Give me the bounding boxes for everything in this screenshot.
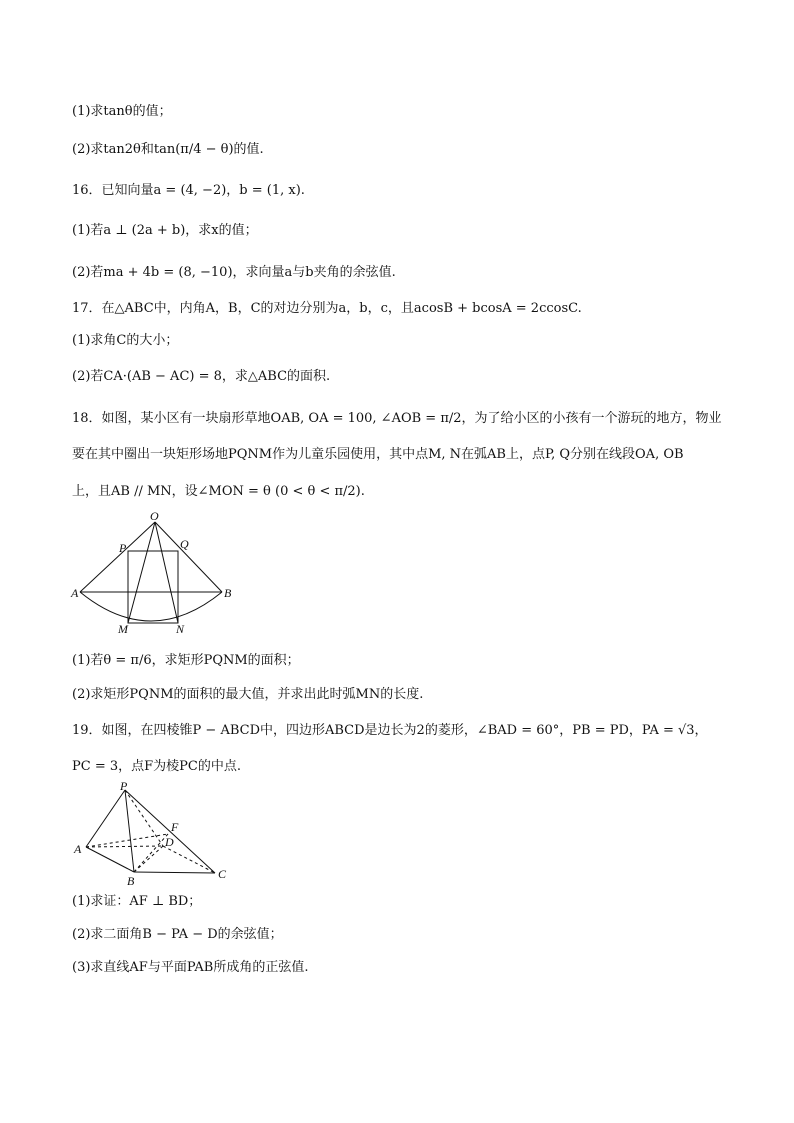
q19-pyramid-figure — [70, 780, 240, 890]
q19-part3: (3)求直线AF与平面PAB所成角的正弦值. — [72, 960, 309, 975]
label-C: C — [218, 867, 227, 881]
q18-stem-line3: 上，且AB // MN，设∠MON = θ (0 < θ < π/2). — [72, 484, 365, 499]
label-O: O — [150, 510, 159, 523]
label-B: B — [224, 586, 232, 600]
q19-stem-line1: 19．如图，在四棱锥P − ABCD中，四边形ABCD是边长为2的菱形，∠BAD = 60°，PB = PD，PA = √3， — [72, 723, 708, 738]
q15-part1: (1)求tanθ的值； — [72, 104, 172, 119]
q19-part2: (2)求二面角B − PA − D的余弦值； — [72, 927, 283, 942]
label-Q: Q — [180, 537, 189, 551]
label-A: A — [71, 586, 79, 600]
q18-stem-line2: 要在其中圈出一块矩形场地PQNM作为儿童乐园使用，其中点M, N在弧AB上，点P, Q分别在线段OA, OB — [72, 447, 684, 462]
q16-stem: 16．已知向量a = (4, −2)，b = (1, x). — [72, 183, 305, 198]
q17-part2: (2)若CA·(AB − AC) = 8，求△ABC的面积. — [72, 369, 331, 384]
q17-stem: 17．在△ABC中，内角A，B，C的对边分别为a，b，c，且acosB + bcosA = 2ccosC. — [72, 301, 582, 316]
q17-part1: (1)求角C的大小； — [72, 333, 179, 348]
label-B: B — [127, 874, 135, 888]
label-N: N — [176, 622, 185, 636]
label-F: F — [171, 820, 179, 834]
q19-part1: (1)求证：AF ⊥ BD； — [72, 894, 202, 909]
q16-part2: (2)若ma + 4b = (8, −10)，求向量a与b夹角的余弦值. — [72, 265, 396, 280]
label-P: P — [119, 541, 127, 555]
label-M: M — [118, 622, 128, 636]
label-P: P — [120, 780, 128, 793]
q15-part2: (2)求tan2θ和tan(π/4 − θ)的值. — [72, 142, 264, 157]
q16-part1: (1)若a ⊥ (2a + b)，求x的值； — [72, 223, 258, 238]
q18-part2: (2)求矩形PQNM的面积的最大值，并求出此时弧MN的长度. — [72, 687, 424, 702]
q18-sector-figure — [70, 510, 240, 640]
label-A: A — [74, 842, 82, 856]
label-D: D — [165, 835, 174, 849]
q18-stem-line1: 18．如图，某小区有一块扇形草地OAB, OA = 100, ∠AOB = π/2，为了给小区的小孩有一个游玩的地方，物业 — [72, 411, 722, 426]
q19-stem-line2: PC = 3，点F为棱PC的中点. — [72, 759, 241, 774]
q18-part1: (1)若θ = π/6，求矩形PQNM的面积； — [72, 653, 300, 668]
